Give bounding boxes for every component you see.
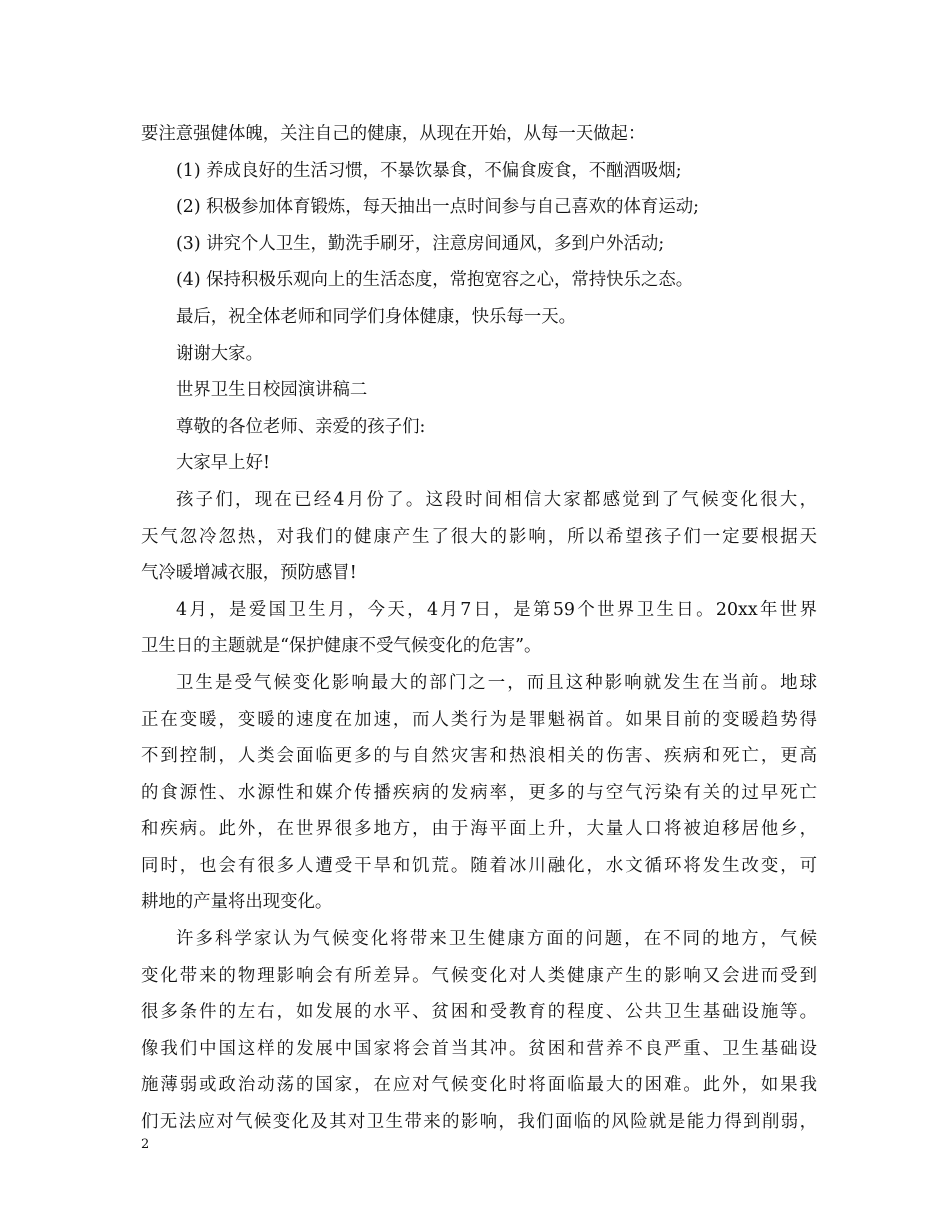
text-line: 气冷暖增减衣服，预防感冒! <box>141 563 357 584</box>
text-line: 4月，是爱国卫生月，今天，4月7日，是第59个世界卫生日。20xx年世界 <box>176 599 817 620</box>
text-line: 卫生是受气候变化影响最大的部门之一，而且这种影响就发生在当前。地球 <box>176 672 817 693</box>
text-line: 同时，也会有很多人遭受干旱和饥荒。随着冰川融化，水文循环将发生改变，可 <box>141 855 817 876</box>
text-line: 尊敬的各位老师、亲爱的孩子们: <box>176 416 426 437</box>
text-line: 天气忽冷忽热，对我们的健康产生了很大的影响，所以希望孩子们一定要根据天 <box>141 526 817 547</box>
text-line: 大家早上好! <box>176 453 270 474</box>
text-line: 和疾病。此外，在世界很多地方，由于海平面上升，大量人口将被迫移居他乡， <box>141 819 817 840</box>
text-line: (4) 保持积极乐观向上的生活态度，常抱宽容之心，常持快乐之态。 <box>176 270 694 291</box>
text-line: 的食源性、水源性和媒介传播疾病的发病率，更多的与空气污染有关的过早死亡 <box>141 782 817 803</box>
text-line: 卫生日的主题就是“保护健康不受气候变化的危害”。 <box>141 636 542 657</box>
text-line: 施薄弱或政治动荡的国家，在应对气候变化时将面临最大的困难。此外，如果我 <box>141 1075 817 1096</box>
text-line: (1) 养成良好的生活习惯，不暴饮暴食，不偏食废食，不酗酒吸烟; <box>176 160 682 181</box>
text-line: 许多科学家认为气候变化将带来卫生健康方面的问题，在不同的地方，气候 <box>176 929 817 950</box>
page-number: 2 <box>141 1137 150 1152</box>
text-line: (3) 讲究个人卫生，勤洗手刷牙，注意房间通风，多到户外活动; <box>176 233 665 254</box>
text-line: 要注意强健体魄，关注自己的健康，从现在开始，从每一天做起： <box>141 124 646 144</box>
text-line: 像我们中国这样的发展中国家将会首当其冲。贫困和营养不良严重、卫生基础设 <box>141 1038 817 1059</box>
text-line: 最后，祝全体老师和同学们身体健康，快乐每一天。 <box>176 306 576 327</box>
text-line: 耕地的产量将出现变化。 <box>141 892 333 913</box>
text-line: 谢谢大家。 <box>176 343 263 364</box>
text-line: 们无法应对气候变化及其对卫生带来的影响，我们面临的风险就是能力得到削弱， <box>141 1112 817 1133</box>
body-text <box>141 116 817 1141</box>
text-line: (2) 积极参加体育锻炼，每天抽出一点时间参与自己喜欢的体育运动; <box>176 197 699 218</box>
text-line: 孩子们，现在已经4月份了。这段时间相信大家都感觉到了气候变化很大， <box>176 489 817 510</box>
text-line: 正在变暖，变暖的速度在加速，而人类行为是罪魁祸首。如果目前的变暖趋势得 <box>141 709 817 730</box>
text-line: 很多条件的左右，如发展的水平、贫困和受教育的程度、公共卫生基础设施等。 <box>141 1002 817 1023</box>
text-line: 变化带来的物理影响会有所差异。气候变化对人类健康产生的影响又会进而受到 <box>141 965 817 986</box>
text-line: 世界卫生日校园演讲稿二 <box>176 380 368 401</box>
text-line: 不到控制，人类会面临更多的与自然灾害和热浪相关的伤害、疾病和死亡，更高 <box>141 746 817 767</box>
